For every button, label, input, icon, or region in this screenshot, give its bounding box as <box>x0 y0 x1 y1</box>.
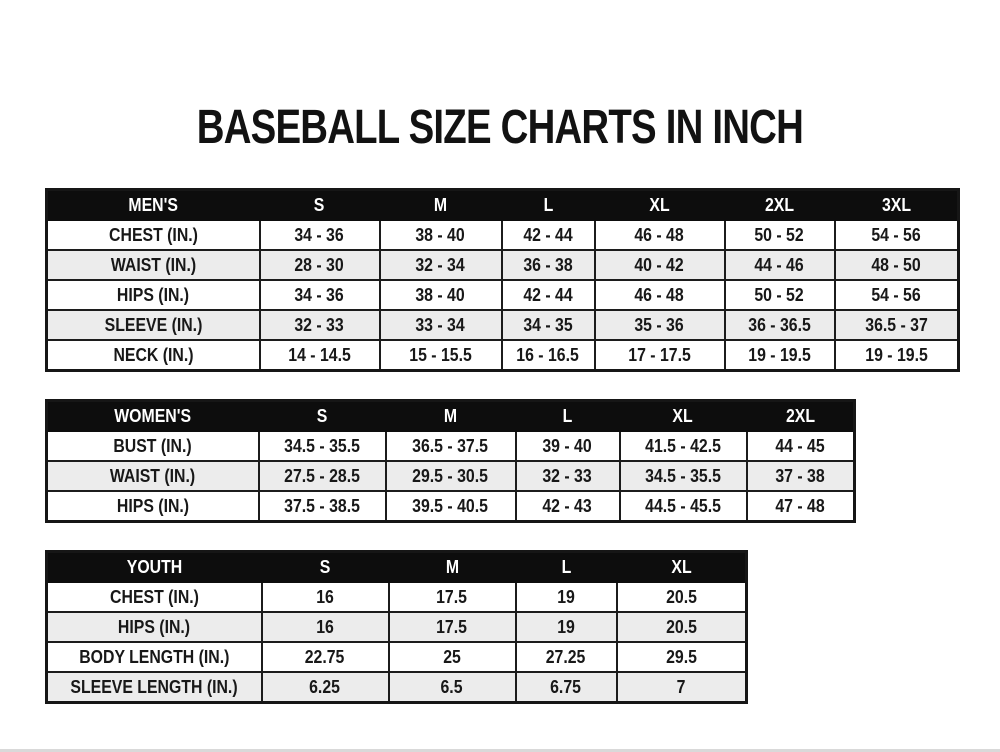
size-value-cell-text: 50 - 52 <box>754 284 805 305</box>
table-row <box>47 642 747 672</box>
size-header-cell <box>262 552 389 583</box>
size-value-cell <box>835 310 959 340</box>
womens-size-table <box>45 399 856 523</box>
size-header-cell-text: S <box>316 405 328 426</box>
size-value-cell-text: 38 - 40 <box>415 284 466 305</box>
size-value-cell <box>262 582 389 612</box>
table-title-cell <box>47 552 262 583</box>
size-value-cell-text: 19 <box>557 616 575 637</box>
size-value-cell-text: 29.5 <box>665 646 697 667</box>
size-value-cell <box>380 250 502 280</box>
size-header-cell <box>260 190 380 221</box>
table-row <box>47 461 855 491</box>
size-value-cell-text: 41.5 - 42.5 <box>645 435 721 456</box>
measure-label-cell <box>47 612 262 642</box>
measure-label-cell-text: CHEST (IN.) <box>108 224 198 245</box>
size-value-cell <box>747 491 855 522</box>
size-value-cell <box>595 220 725 250</box>
size-header-cell <box>835 190 959 221</box>
size-value-cell-text: 44 - 45 <box>775 435 825 456</box>
size-header-cell <box>380 190 502 221</box>
size-header-cell-text: S <box>314 194 325 215</box>
size-value-cell <box>617 672 747 703</box>
size-value-cell <box>502 250 595 280</box>
measure-label-cell <box>47 491 259 522</box>
measure-label-cell-text: NECK (IN.) <box>113 344 194 365</box>
measure-label-cell <box>47 431 259 461</box>
size-header-cell <box>595 190 725 221</box>
size-value-cell-text: 6.5 <box>440 676 464 697</box>
size-value-cell-text: 27.5 - 28.5 <box>284 465 360 486</box>
size-header-cell <box>389 552 516 583</box>
table-row <box>47 220 959 250</box>
size-value-cell <box>259 461 386 491</box>
size-value-cell <box>617 642 747 672</box>
table-title-cell <box>47 401 259 432</box>
measure-label-cell-text: HIPS (IN.) <box>117 284 190 305</box>
size-value-cell <box>725 340 835 371</box>
youth-size-table <box>45 550 748 704</box>
measure-label-cell-text: WAIST (IN.) <box>110 465 196 486</box>
size-value-cell <box>386 431 516 461</box>
size-value-cell <box>260 340 380 371</box>
size-value-cell-text: 19 - 19.5 <box>864 344 928 365</box>
size-value-cell <box>502 310 595 340</box>
size-value-cell-text: 20.5 <box>665 616 697 637</box>
measure-label-cell-text: WAIST (IN.) <box>110 254 196 275</box>
size-value-cell-text: 47 - 48 <box>775 495 825 516</box>
size-value-cell-text: 32 - 33 <box>294 314 345 335</box>
size-value-cell <box>516 612 617 642</box>
table-row <box>47 582 747 612</box>
size-header-cell-text: XL <box>672 405 694 426</box>
size-value-cell <box>389 612 516 642</box>
table-title-cell <box>47 190 260 221</box>
size-header-cell-text: XL <box>649 194 670 215</box>
size-value-cell <box>620 461 747 491</box>
size-value-cell <box>617 582 747 612</box>
size-value-cell-text: 6.25 <box>309 676 341 697</box>
size-value-cell-text: 17.5 <box>436 586 468 607</box>
size-value-cell <box>835 280 959 310</box>
table-row <box>47 431 855 461</box>
size-value-cell-text: 36 - 36.5 <box>748 314 811 335</box>
size-value-cell-text: 40 - 42 <box>634 254 685 275</box>
size-header-cell-text: M <box>433 194 448 215</box>
size-header-cell <box>516 401 620 432</box>
size-value-cell <box>516 461 620 491</box>
table-row <box>47 250 959 280</box>
size-value-cell-text: 46 - 48 <box>634 284 685 305</box>
size-value-cell-text: 17 - 17.5 <box>628 344 691 365</box>
size-value-cell <box>389 642 516 672</box>
youth-table-header <box>47 552 747 583</box>
size-value-cell <box>835 220 959 250</box>
size-value-cell-text: 44 - 46 <box>754 254 805 275</box>
size-value-cell-text: 54 - 56 <box>871 284 921 305</box>
size-value-cell-text: 20.5 <box>665 586 697 607</box>
size-value-cell-text: 34.5 - 35.5 <box>645 465 721 486</box>
size-value-cell <box>595 280 725 310</box>
size-value-cell-text: 17.5 <box>436 616 468 637</box>
measure-label-cell <box>47 310 260 340</box>
size-value-cell <box>259 491 386 522</box>
size-value-cell <box>380 220 502 250</box>
size-header-cell <box>620 401 747 432</box>
measure-label-cell <box>47 280 260 310</box>
size-value-cell-text: 46 - 48 <box>634 224 685 245</box>
size-value-cell-text: 54 - 56 <box>871 224 921 245</box>
table-row <box>47 310 959 340</box>
size-header-cell <box>386 401 516 432</box>
measure-label-cell <box>47 461 259 491</box>
size-value-cell <box>516 431 620 461</box>
size-value-cell-text: 33 - 34 <box>415 314 466 335</box>
youth-table-body <box>47 582 747 703</box>
size-value-cell <box>260 310 380 340</box>
size-value-cell <box>260 250 380 280</box>
size-value-cell-text: 39 - 40 <box>542 435 593 456</box>
size-value-cell-text: 19 - 19.5 <box>748 344 811 365</box>
table-row <box>47 340 959 371</box>
size-header-cell-text: L <box>562 405 573 426</box>
size-value-cell-text: 25 <box>443 646 461 667</box>
size-value-cell <box>386 491 516 522</box>
measure-label-cell-text: SLEEVE (IN.) <box>104 314 203 335</box>
size-value-cell <box>747 461 855 491</box>
size-value-cell-text: 36.5 - 37.5 <box>412 435 489 456</box>
size-header-cell-text: M <box>443 405 458 426</box>
page-title-text: BASEBALL SIZE CHARTS IN INCH <box>196 101 804 155</box>
size-value-cell <box>386 461 516 491</box>
table-title-cell-text: MEN'S <box>128 194 179 215</box>
measure-label-cell-text: HIPS (IN.) <box>118 616 191 637</box>
size-header-cell-text: 3XL <box>881 194 911 215</box>
size-header-cell <box>747 401 855 432</box>
size-value-cell-text: 34 - 35 <box>523 314 573 335</box>
mens-table-body <box>47 220 959 371</box>
size-value-cell-text: 36.5 - 37 <box>864 314 928 335</box>
size-value-cell <box>516 672 617 703</box>
size-value-cell-text: 34 - 36 <box>294 224 345 245</box>
table-row <box>47 491 855 522</box>
size-value-cell-text: 44.5 - 45.5 <box>645 495 721 516</box>
size-value-cell <box>380 310 502 340</box>
size-value-cell <box>262 612 389 642</box>
size-value-cell-text: 16 <box>316 616 334 637</box>
measure-label-cell <box>47 582 262 612</box>
size-value-cell <box>725 250 835 280</box>
header-row <box>47 401 855 432</box>
size-value-cell-text: 19 <box>557 586 575 607</box>
size-value-cell <box>259 431 386 461</box>
size-header-cell <box>259 401 386 432</box>
size-value-cell <box>380 280 502 310</box>
header-row <box>47 552 747 583</box>
size-value-cell <box>389 672 516 703</box>
size-value-cell-text: 27.25 <box>546 646 586 667</box>
size-value-cell-text: 37 - 38 <box>775 465 825 486</box>
table-row <box>47 672 747 703</box>
size-header-cell-text: L <box>543 194 553 215</box>
size-value-cell <box>516 642 617 672</box>
measure-label-cell-text: CHEST (IN.) <box>109 586 199 607</box>
size-value-cell <box>516 491 620 522</box>
size-value-cell-text: 42 - 43 <box>542 495 593 516</box>
measure-label-cell-text: SLEEVE LENGTH (IN.) <box>70 676 238 697</box>
header-row <box>47 190 959 221</box>
size-header-cell-text: M <box>445 556 459 577</box>
size-value-cell <box>725 280 835 310</box>
size-value-cell <box>262 672 389 703</box>
size-value-cell <box>747 431 855 461</box>
measure-label-cell-text: BODY LENGTH (IN.) <box>79 646 230 667</box>
size-value-cell-text: 28 - 30 <box>294 254 345 275</box>
womens-table-body <box>47 431 855 522</box>
measure-label-cell <box>47 642 262 672</box>
size-value-cell <box>620 491 747 522</box>
size-value-cell <box>502 220 595 250</box>
size-header-cell-text: XL <box>671 556 692 577</box>
size-value-cell <box>380 340 502 371</box>
measure-label-cell <box>47 250 260 280</box>
size-value-cell <box>516 582 617 612</box>
size-value-cell <box>262 642 389 672</box>
size-value-cell-text: 42 - 44 <box>523 224 573 245</box>
size-value-cell-text: 36 - 38 <box>523 254 573 275</box>
measure-label-cell <box>47 340 260 371</box>
size-header-cell-text: S <box>319 556 331 577</box>
table-title-cell-text: WOMEN'S <box>114 405 192 426</box>
size-value-cell-text: 29.5 - 30.5 <box>412 465 489 486</box>
table-title-cell-text: YOUTH <box>126 556 182 577</box>
size-value-cell <box>260 220 380 250</box>
size-value-cell-text: 16 <box>316 586 334 607</box>
size-value-cell <box>502 340 595 371</box>
size-value-cell <box>835 340 959 371</box>
size-value-cell <box>595 310 725 340</box>
size-value-cell <box>502 280 595 310</box>
size-value-cell <box>725 310 835 340</box>
measure-label-cell-text: HIPS (IN.) <box>116 495 189 516</box>
table-row <box>47 280 959 310</box>
measure-label-cell <box>47 672 262 703</box>
mens-table-header <box>47 190 959 221</box>
size-value-cell <box>595 250 725 280</box>
size-value-cell-text: 6.75 <box>550 676 582 697</box>
size-value-cell <box>620 431 747 461</box>
table-row <box>47 612 747 642</box>
mens-size-table <box>45 188 960 372</box>
size-value-cell <box>835 250 959 280</box>
size-value-cell-text: 34 - 36 <box>294 284 345 305</box>
size-value-cell-text: 7 <box>676 676 686 697</box>
size-header-cell <box>725 190 835 221</box>
size-value-cell-text: 16 - 16.5 <box>516 344 580 365</box>
size-value-cell-text: 15 - 15.5 <box>409 344 472 365</box>
size-header-cell-text: L <box>561 556 571 577</box>
size-header-cell-text: 2XL <box>785 405 815 426</box>
size-value-cell-text: 48 - 50 <box>871 254 921 275</box>
size-value-cell-text: 32 - 33 <box>542 465 593 486</box>
size-value-cell-text: 35 - 36 <box>634 314 685 335</box>
size-value-cell <box>595 340 725 371</box>
measure-label-cell <box>47 220 260 250</box>
size-value-cell <box>389 582 516 612</box>
size-header-cell-text: 2XL <box>764 194 795 215</box>
size-value-cell-text: 32 - 34 <box>415 254 466 275</box>
size-value-cell <box>617 612 747 642</box>
size-header-cell <box>502 190 595 221</box>
size-header-cell <box>516 552 617 583</box>
size-value-cell-text: 39.5 - 40.5 <box>412 495 489 516</box>
size-value-cell-text: 38 - 40 <box>415 224 466 245</box>
size-header-cell <box>617 552 747 583</box>
size-value-cell-text: 14 - 14.5 <box>288 344 351 365</box>
size-value-cell-text: 37.5 - 38.5 <box>284 495 360 516</box>
size-value-cell <box>260 280 380 310</box>
size-value-cell <box>725 220 835 250</box>
measure-label-cell-text: BUST (IN.) <box>113 435 192 456</box>
size-value-cell-text: 42 - 44 <box>523 284 573 305</box>
size-value-cell-text: 34.5 - 35.5 <box>284 435 360 456</box>
size-value-cell-text: 22.75 <box>305 646 345 667</box>
page-title <box>0 100 1000 155</box>
womens-table-header <box>47 401 855 432</box>
size-value-cell-text: 50 - 52 <box>754 224 805 245</box>
